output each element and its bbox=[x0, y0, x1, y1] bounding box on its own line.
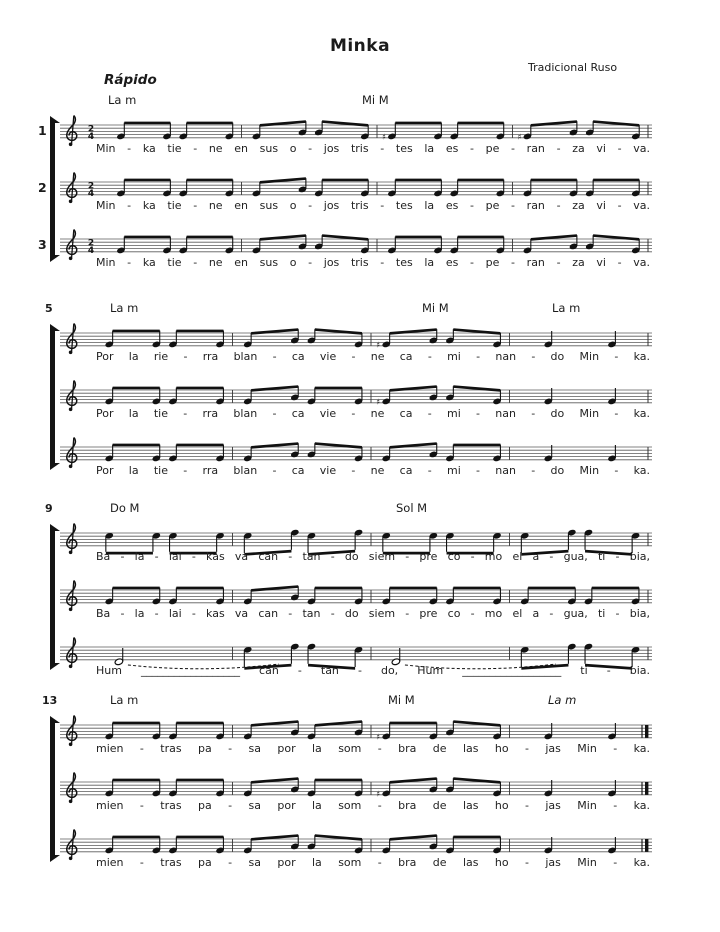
lyrics-line: Ba - la - lai - kas va can - tan - do siem - pre co - mo el a - gua, ti - bia, bbox=[96, 550, 650, 563]
staff-number: 2 bbox=[38, 180, 47, 195]
svg-text:♯: ♯ bbox=[376, 789, 381, 799]
lyrics-line: Por la tie - rra blan - ca vie - ne ca - mi - nan - do Min - ka. bbox=[96, 464, 650, 477]
svg-text:2: 2 bbox=[87, 238, 95, 249]
lyrics-line: Min - ka tie - ne en sus o - jos tris - tes la es - pe - ran - za vi - va. bbox=[96, 199, 650, 212]
staff-row bbox=[38, 112, 656, 169]
chord-label: La m bbox=[552, 301, 581, 315]
lyrics-line: mien - tras pa - sa por la som - bra de las ho - jas Min - ka. bbox=[96, 856, 650, 869]
lyrics-line: mien - tras pa - sa por la som - bra de las ho - jas Min - ka. bbox=[96, 799, 650, 812]
staff-row bbox=[60, 434, 656, 491]
chord-label: La m bbox=[108, 93, 137, 107]
staff-row bbox=[60, 634, 656, 691]
lyrics-line: Por la rie - rra blan - ca vie - ne ca - mi - nan - do Min - ka. bbox=[96, 350, 650, 363]
staff-row bbox=[60, 520, 656, 577]
svg-text:♯: ♯ bbox=[376, 732, 381, 742]
svg-text:2: 2 bbox=[87, 181, 95, 192]
system-3 bbox=[0, 496, 720, 706]
svg-text:4: 4 bbox=[87, 246, 95, 257]
song-title: Minka bbox=[329, 36, 391, 56]
system-4 bbox=[0, 688, 720, 898]
measure-number: 13 bbox=[42, 694, 58, 707]
lyrics-line: Ba - la - lai - kas va can - tan - do siem - pre co - mo el a - gua, ti - bia, bbox=[96, 607, 650, 620]
staff-row bbox=[38, 226, 656, 283]
staff-row bbox=[60, 769, 656, 826]
chord-label: La m bbox=[110, 693, 139, 707]
staff-row bbox=[60, 712, 656, 769]
svg-text:♯: ♯ bbox=[517, 132, 522, 142]
composer-credit: Tradicional Ruso bbox=[528, 61, 618, 74]
staff-row bbox=[60, 826, 656, 883]
chord-label: Sol M bbox=[396, 501, 428, 515]
svg-text:4: 4 bbox=[87, 189, 95, 200]
staff-number: 3 bbox=[38, 237, 47, 252]
svg-text:4: 4 bbox=[87, 132, 95, 143]
chord-label: Mi M bbox=[422, 301, 449, 315]
staff-row bbox=[60, 577, 656, 634]
lyrics-line: Hum __________________ can - tan - do, Hum __________________ ti - bia. bbox=[96, 664, 650, 677]
system-bracket-icon bbox=[50, 531, 55, 663]
svg-text:♯: ♯ bbox=[376, 397, 381, 407]
staff-number: 1 bbox=[38, 123, 47, 138]
lyrics-line: Min - ka tie - ne en sus o - jos tris - tes la es - pe - ran - za vi - va. bbox=[96, 142, 650, 155]
chord-label: Mi M bbox=[388, 693, 415, 707]
svg-text:♯: ♯ bbox=[376, 340, 381, 350]
chord-label: Mi M bbox=[362, 93, 389, 107]
system-1 bbox=[0, 88, 720, 298]
lyrics-line: Por la tie - rra blan - ca vie - ne ca - mi - nan - do Min - ka. bbox=[96, 407, 650, 420]
chord-label: La m bbox=[548, 693, 577, 707]
system-2 bbox=[0, 296, 720, 506]
measure-number: 5 bbox=[45, 302, 53, 315]
lyrics-line: mien - tras pa - sa por la som - bra de las ho - jas Min - ka. bbox=[96, 742, 650, 755]
system-bracket-icon bbox=[50, 331, 55, 463]
svg-text:2: 2 bbox=[87, 124, 95, 135]
staff-row bbox=[60, 377, 656, 434]
staff-row bbox=[38, 169, 656, 226]
system-bracket-icon bbox=[50, 123, 55, 255]
staff-row bbox=[60, 320, 656, 377]
lyrics-line: Min - ka tie - ne en sus o - jos tris - tes la es - pe - ran - za vi - va. bbox=[96, 256, 650, 269]
svg-text:♯: ♯ bbox=[381, 132, 386, 142]
tempo-marking: Rápido bbox=[104, 72, 157, 88]
chord-label: La m bbox=[110, 301, 139, 315]
measure-number: 9 bbox=[45, 502, 53, 515]
chord-label: Do M bbox=[110, 501, 140, 515]
system-bracket-icon bbox=[50, 723, 55, 855]
